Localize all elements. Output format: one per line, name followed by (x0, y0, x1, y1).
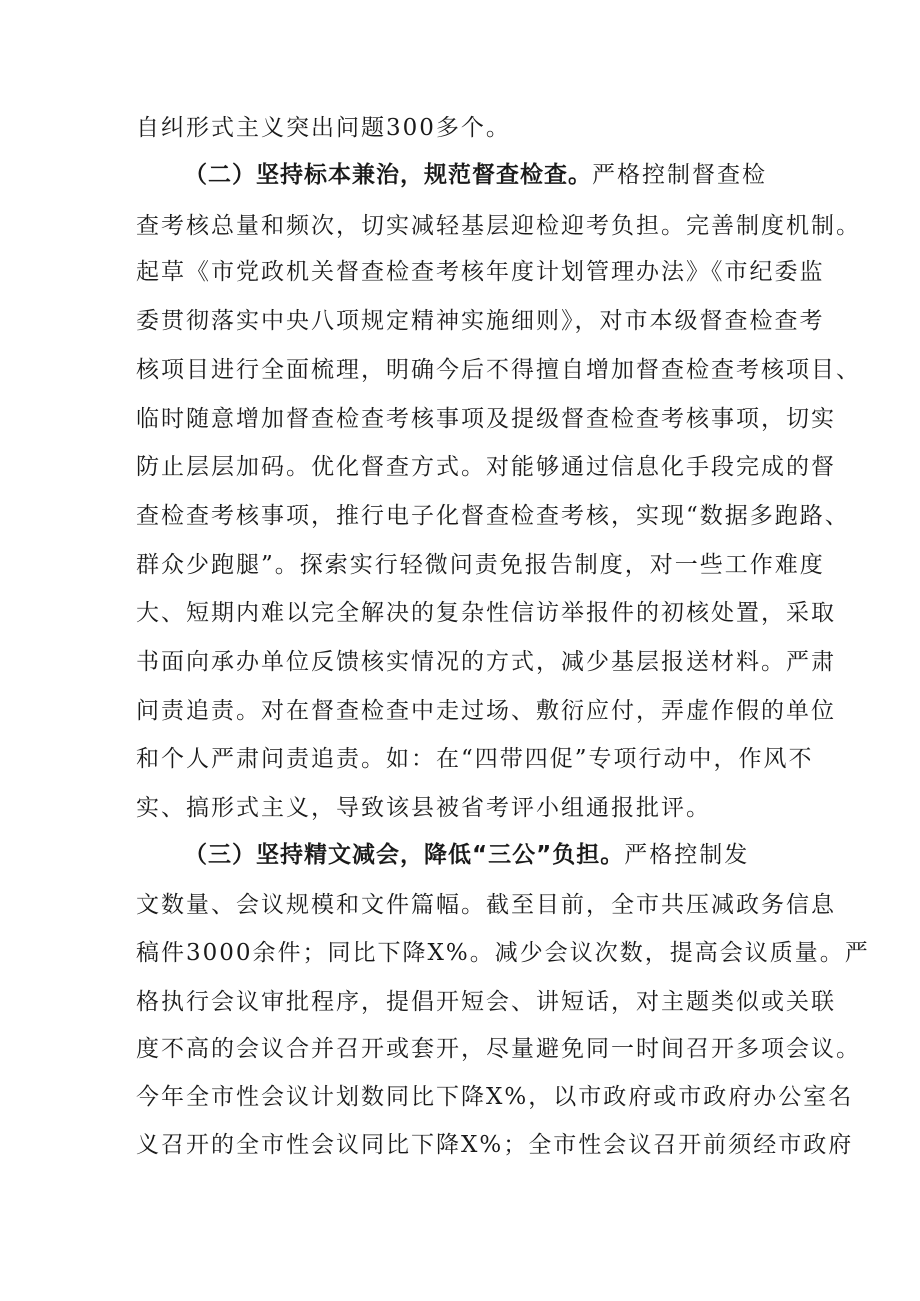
text-line: 和个人严肃问责追责。如：在“四带四促”专项行动中，作风不 (136, 746, 814, 772)
text-line: 防止层层加码。优化督查方式。对能够通过信息化手段完成的督 (136, 454, 836, 480)
text-line: 查检查考核事项，推行电子化督查检查考核，实现“数据多跑路、 (136, 503, 850, 529)
text-line: 度不高的会议合并召开或套开，尽量避免同一时间召开多项会议。 (136, 1036, 861, 1062)
text-span: 严格控制督查检 (592, 162, 767, 188)
section-heading-3: （三）坚持精文减会，降低“三公”负担。 (184, 842, 625, 868)
section-heading-2: （二）坚持标本兼治，规范督查检查。 (184, 162, 592, 188)
text-line: 书面向承办单位反馈核实情况的方式，减少基层报送材料。严肃 (136, 649, 836, 675)
paragraph-3-first-line (184, 840, 749, 870)
text-line: 临时随意增加督查检查考核事项及提级督查检查考核事项，切实 (136, 406, 836, 432)
text-line: 问责追责。对在督查检查中走过场、敷衍应付，弄虚作假的单位 (136, 698, 836, 724)
text-line: 格执行会议审批程序，提倡开短会、讲短话，对主题类似或关联 (136, 989, 836, 1015)
text-line: 大、短期内难以完全解决的复杂性信访举报件的初核处置，采取 (136, 600, 836, 626)
text-line: 文数量、会议规模和文件篇幅。截至目前，全市共压减政务信息 (136, 892, 836, 918)
text-line: 委贯彻落实中央八项规定精神实施细则》，对市本级督查检查考 (136, 308, 825, 334)
text-line: 查考核总量和频次，切实减轻基层迎检迎考负担。完善制度机制。 (136, 213, 861, 239)
text-line: 稿件3000余件；同比下降X%。减少会议次数，提高会议质量。严 (136, 940, 870, 966)
text-line: 今年全市性会议计划数同比下降X%，以市政府或市政府办公室名 (136, 1084, 854, 1110)
text-line: 群众少跑腿”。探索实行轻微问责免报告制度，对一些工作难度 (136, 552, 825, 578)
text-line: 核项目进行全面梳理，明确今后不得擅自增加督查检查考核项目、 (136, 357, 861, 383)
text-line: 自纠形式主义突出问题300多个。 (136, 115, 511, 141)
text-line: 实、搞形式主义，导致该县被省考评小组通报批评。 (136, 795, 711, 821)
text-line: 起草《市党政机关督查检查考核年度计划管理办法》《市纪委监 (136, 259, 825, 285)
text-span: 严格控制发 (624, 842, 750, 868)
text-line: 义召开的全市性会议同比下降X%；全市性会议召开前须经市政府 (136, 1132, 854, 1158)
paragraph-2-first-line (184, 160, 767, 190)
